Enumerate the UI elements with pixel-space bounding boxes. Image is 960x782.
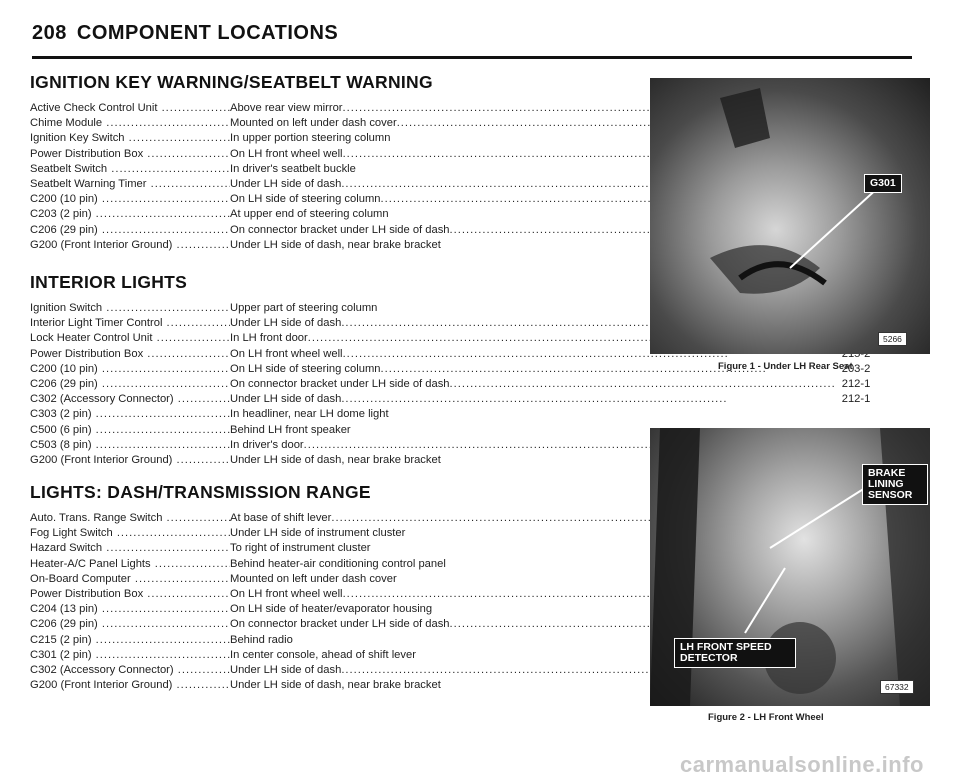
component-location-text: Mounted on left under dash cover xyxy=(230,117,397,130)
component-name xyxy=(30,572,230,587)
component-name-text: C200 (10 pin) ..... xyxy=(30,363,230,375)
component-location-text: Under LH side of dash, near brake bracket xyxy=(230,679,441,692)
component-name xyxy=(30,633,230,648)
component-location-text: On LH side of heater/evaporator housing xyxy=(230,603,433,616)
component-name-text: G200 (Front Interior Ground) ..... xyxy=(30,454,230,466)
component-name xyxy=(30,587,230,602)
component-name xyxy=(30,116,230,131)
component-location-text: At base of shift lever xyxy=(230,512,332,524)
section-title: INTERIOR LIGHTS xyxy=(30,272,188,292)
component-location-text: On connector bracket under LH side of dash xyxy=(230,223,450,236)
component-location-text: On connector bracket under LH side of dash xyxy=(230,618,450,631)
page-number: 208 xyxy=(32,22,67,44)
section-title: LIGHTS: DASH/TRANSMISSION RANGE xyxy=(30,482,371,502)
component-name-text: Seatbelt Warning Timer ..... xyxy=(30,178,230,190)
component-name-text: On-Board Computer ..... xyxy=(30,573,230,585)
figure-2-caption: Figure 2 - LH Front Wheel xyxy=(708,712,824,723)
component-name-text: C206 (29 pin) ..... xyxy=(30,618,230,630)
figure-2 xyxy=(650,428,935,728)
component-name-text: C302 (Accessory Connector) ..... xyxy=(30,664,230,676)
component-name-text: Ignition Switch ..... xyxy=(30,302,230,314)
component-name xyxy=(30,377,230,392)
component-name-text: Fog Light Switch ..... xyxy=(30,527,230,539)
figure-1-photo-number: 5266 xyxy=(878,332,907,346)
component-name xyxy=(30,526,230,541)
component-location-text: To right of instrument cluster xyxy=(230,542,371,555)
component-name-text: Power Distribution Box ..... xyxy=(30,148,230,160)
component-name xyxy=(30,602,230,617)
component-location-text: Above rear view mirror xyxy=(230,102,343,114)
component-name xyxy=(30,392,230,407)
component-name xyxy=(30,407,230,422)
component-name-text: C215 (2 pin) ..... xyxy=(30,634,230,646)
component-location-text: Under LH side of dash xyxy=(230,178,342,191)
component-name-text: Ignition Key Switch ..... xyxy=(30,132,230,144)
component-entry xyxy=(30,377,888,392)
component-location-text: Behind radio xyxy=(230,633,293,646)
component-name-text: Chime Module ..... xyxy=(30,117,230,129)
component-name-text: Power Distribution Box ..... xyxy=(30,588,230,600)
figure-2-callout-lh-front-speed-detector: LH FRONT SPEED DETECTOR xyxy=(674,638,796,668)
component-name xyxy=(30,648,230,663)
component-location-text: On LH side of steering column xyxy=(230,362,381,375)
component-location-text: Under LH side of dash xyxy=(230,664,342,677)
component-name-text: C204 (13 pin) ..... xyxy=(30,603,230,615)
component-name xyxy=(30,663,230,678)
component-name xyxy=(30,131,230,146)
component-name xyxy=(30,617,230,632)
component-location xyxy=(230,392,836,407)
figure-2-callout-brake-lining-sensor: BRAKE LINING SENSOR xyxy=(862,464,928,505)
component-location-text: On LH front wheel well xyxy=(230,147,343,160)
component-name-text: C206 (29 pin) ..... xyxy=(30,378,230,390)
component-name-text: Heater-A/C Panel Lights ..... xyxy=(30,558,230,570)
component-location-text: In headliner, near LH dome light xyxy=(230,408,389,421)
component-name xyxy=(30,541,230,556)
component-location-text: Under LH side of instrument cluster xyxy=(230,527,406,540)
component-location-text: On LH side of steering column xyxy=(230,193,381,206)
component-location-text: On LH front wheel well xyxy=(230,588,343,601)
component-name xyxy=(30,162,230,177)
component-name-text: Power Distribution Box ..... xyxy=(30,348,230,360)
component-name-text: Interior Light Timer Control ..... xyxy=(30,317,230,329)
component-name xyxy=(30,207,230,222)
component-location-text: On LH front wheel well xyxy=(230,347,343,360)
component-name xyxy=(30,347,230,362)
component-name xyxy=(30,331,230,346)
component-figure-ref: 212-1 xyxy=(841,393,871,406)
component-name-text: Seatbelt Switch ..... xyxy=(30,163,230,175)
component-name xyxy=(30,423,230,438)
component-location-text: Upper part of steering column xyxy=(230,302,378,314)
component-location xyxy=(230,377,836,392)
component-location-text: Under LH side of dash, near brake bracket xyxy=(230,454,441,467)
dot-leader xyxy=(450,377,836,392)
figure-1-photo xyxy=(650,78,930,354)
figure-1-photo-graphic xyxy=(650,78,930,354)
component-entry xyxy=(30,392,888,407)
component-location-text: In driver's door xyxy=(230,438,304,451)
watermark: carmanualsonline.info xyxy=(680,752,924,777)
component-name xyxy=(30,511,230,526)
component-name xyxy=(30,223,230,238)
component-name xyxy=(30,678,230,693)
section-title: IGNITION KEY WARNING/SEATBELT WARNING xyxy=(30,72,433,92)
figure-1-callout-g301: G301 xyxy=(864,174,902,193)
component-name-text: C203 (2 pin) ..... xyxy=(30,208,230,220)
component-location-text: Under LH side of dash, near brake bracket xyxy=(230,238,441,251)
figure-1 xyxy=(650,78,930,378)
component-location-text: Under LH side of dash xyxy=(230,317,342,330)
component-entry xyxy=(30,407,888,422)
component-location-text: On connector bracket under LH side of dash xyxy=(230,378,450,391)
component-name xyxy=(30,147,230,162)
header-rule xyxy=(32,56,912,59)
figure-1-caption: Figure 1 - Under LH Rear Seat xyxy=(718,361,853,372)
component-name xyxy=(30,362,230,377)
component-name xyxy=(30,453,230,468)
component-name xyxy=(30,192,230,207)
component-figure-ref: 203-2 xyxy=(841,362,871,375)
component-name-text: Active Check Control Unit ..... xyxy=(30,102,230,114)
component-name xyxy=(30,177,230,192)
component-name-text: Auto. Trans. Range Switch ..... xyxy=(30,512,230,524)
component-name-text: C302 (Accessory Connector) ..... xyxy=(30,393,230,405)
component-name-text: C301 (2 pin) ..... xyxy=(30,649,230,661)
page-header xyxy=(32,22,912,45)
component-location-text: Mounted on left under dash cover xyxy=(230,572,397,585)
component-location-text: Behind LH front speaker xyxy=(230,423,351,436)
component-name-text: C206 (29 pin) ..... xyxy=(30,224,230,236)
figure-2-photo-number: 67332 xyxy=(880,680,914,694)
figure-2-photo xyxy=(650,428,930,706)
component-location-text: Under LH side of dash xyxy=(230,393,342,406)
page-heading xyxy=(32,22,912,45)
page-title: COMPONENT LOCATIONS xyxy=(76,22,339,44)
component-name xyxy=(30,557,230,572)
component-name-text: Lock Heater Control Unit ..... xyxy=(30,332,230,344)
component-name-text: C200 (10 pin) ..... xyxy=(30,193,230,205)
component-location-text: In driver's seatbelt buckle xyxy=(230,162,356,175)
component-location-text: At upper end of steering column xyxy=(230,208,389,221)
component-location-text: In LH front door xyxy=(230,332,308,345)
component-location-text: In center console, ahead of shift lever xyxy=(230,648,416,661)
component-name xyxy=(30,238,230,253)
component-location-text: In upper portion steering column xyxy=(230,132,391,145)
component-name xyxy=(30,301,230,316)
component-name-text: G200 (Front Interior Ground) ..... xyxy=(30,239,230,251)
component-location-text: Behind heater-air conditioning control panel xyxy=(230,557,446,570)
component-name xyxy=(30,101,230,116)
component-location xyxy=(230,407,836,422)
component-name-text: G200 (Front Interior Ground) ..... xyxy=(30,679,230,691)
component-name xyxy=(30,316,230,331)
component-name-text: C500 (6 pin) ..... xyxy=(30,424,230,436)
component-name-text: C303 (2 pin) ..... xyxy=(30,408,230,420)
component-figure-ref: 212-1 xyxy=(841,378,871,391)
component-name-text: C503 (8 pin) ..... xyxy=(30,439,230,451)
component-name xyxy=(30,438,230,453)
component-name-text: Hazard Switch ..... xyxy=(30,542,230,554)
dot-leader xyxy=(341,392,835,407)
